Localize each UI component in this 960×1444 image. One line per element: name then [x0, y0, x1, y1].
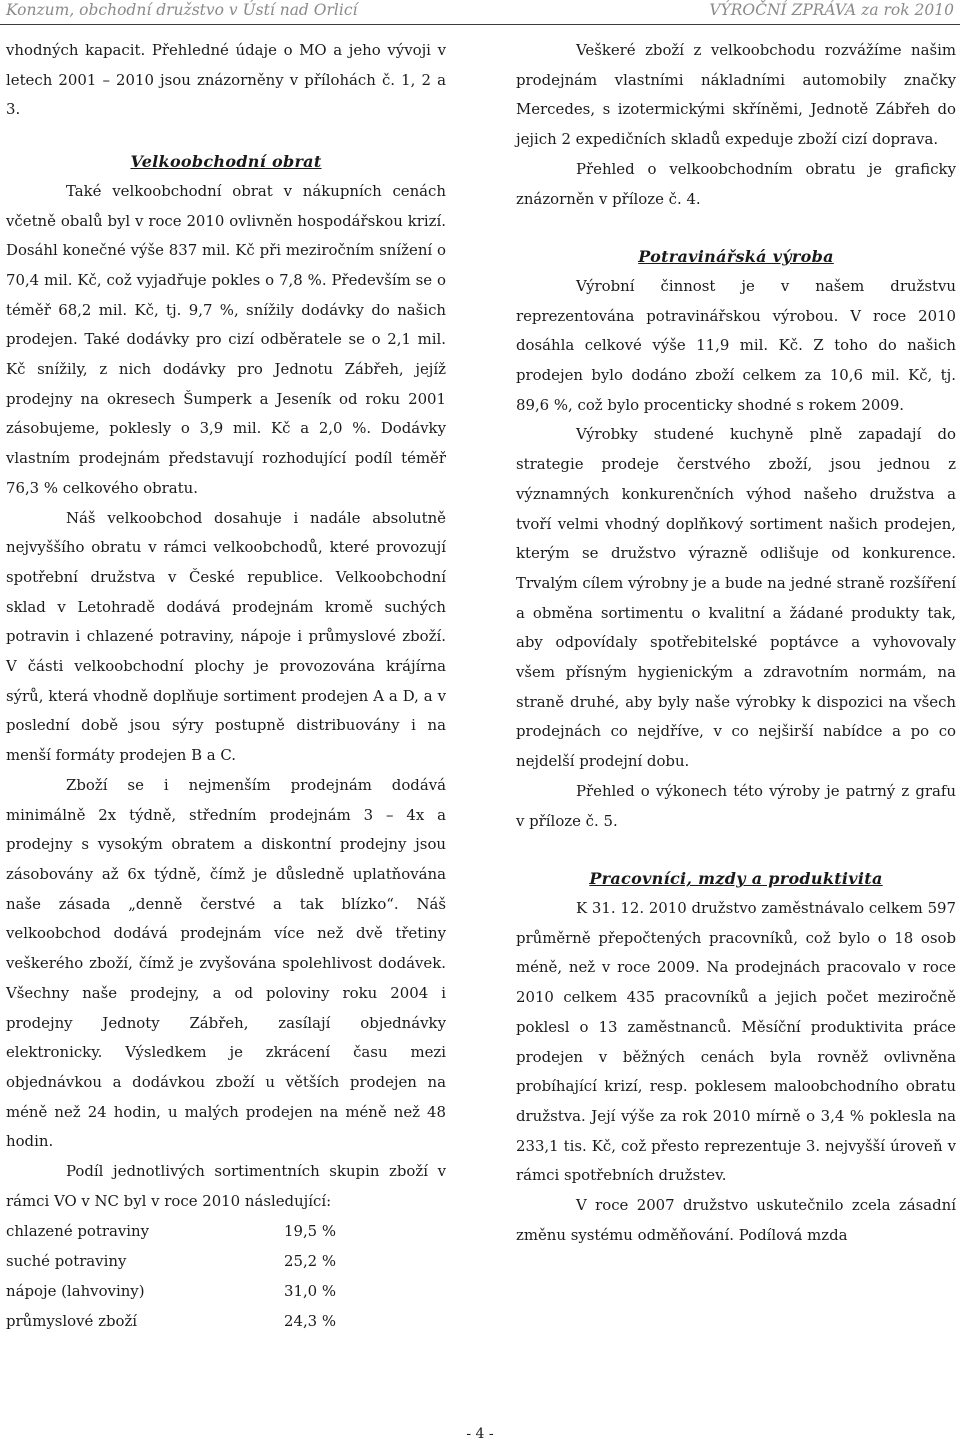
section-heading-staff-wages: Pracovníci, mzdy a produktivita [589, 869, 883, 889]
right-column [516, 36, 956, 1250]
assortment-value: 25,2 % [284, 1252, 337, 1271]
transport-paragraph: Veškeré zboží z velkoobchodu rozvážíme našim prodejnám vlastními nákladními automobily značky Mercedes, s izotermickými skříněmi, Jednotě Zábřeh do jejich 2 expedičních skladů expeduje zboží cizí doprava. [516, 41, 956, 149]
header-company-name: Konzum, obchodní družstvo v Ústí nad Orlicí [6, 1, 358, 19]
wholesale-paragraph-3: Zboží se i nejmenším prodejnám dodává minimálně 2x týdně, středním prodejnám 3 – 4x a prodejny s vysokým obratem a diskontní prodejny jsou zásobovány až 6x týdně, čímž je důsledně uplatňována naše zásada „denně čerstvé a tak blízko“. Náš velkoobchod dodává prodejnám více než dvě třetiny veškerého zboží, čímž je zvyšována spolehlivost dodávek. Všechny naše prodejny, a od poloviny roku 2004 i prodejny Jednoty Zábřeh, zasílají objednávky elektronicky. Výsledkem je zkrácení času mezi objednávkou a dodávkou zboží u větších prodejen na méně než 24 hodin, u malých prodejen na méně než 48 hodin. [6, 775, 446, 1151]
production-paragraph-1: Výrobní činnost je v našem družstvu reprezentována potravinářskou výrobou. V roce 2010 dosáhla celkové výše 11,9 mil. Kč. Z toho do našich prodejen bylo dodáno zboží celkem za 10,6 mil. Kč, tj. 89,6 %, což bylo procenticky shodné s rokem 2009. [516, 276, 956, 414]
assortment-name: průmyslové zboží [6, 1311, 138, 1330]
assortment-table [6, 1217, 336, 1336]
production-chart-reference: Přehled o výkonech této výroby je patrný z grafu v příloze č. 5. [516, 781, 956, 830]
section-heading-food-production: Potravinářská výroba [638, 247, 834, 267]
assortment-value: 31,0 % [284, 1281, 337, 1300]
table-row [6, 1277, 336, 1307]
intro-paragraph: vhodných kapacit. Přehledné údaje o MO a jeho vývoji v letech 2001 – 2010 jsou znázorněny v přílohách č. 1, 2 a 3. [6, 41, 446, 119]
staff-paragraph-1: K 31. 12. 2010 družstvo zaměstnávalo celkem 597 průměrně přepočtených pracovníků, což bylo o 18 osob méně, než v roce 2009. Na prodejnách pracovalo v roce 2010 celkem 435 pracovníků a jejich počet meziročně poklesl o 13 zaměstnanců. Měsíční produktivita práce prodejen v běžných cenách byla rovněž ovlivněna probíhající krizí, resp. poklesem maloobchodního obratu družstva. Její výše za rok 2010 mírně o 3,4 % poklesla na 233,1 tis. Kč, což přesto reprezentuje 3. nejvyšší úroveň v rámci spotřebních družstev. [516, 898, 956, 1185]
assortment-name: nápoje (lahvoviny) [6, 1281, 145, 1300]
assortment-name: suché potraviny [6, 1252, 127, 1271]
left-column [6, 36, 446, 1336]
page-number: - 4 - [466, 1426, 494, 1442]
table-row [6, 1247, 336, 1277]
staff-paragraph-2: V roce 2007 družstvo uskutečnilo zcela zásadní změnu systému odměňování. Podílová mzda [516, 1196, 956, 1244]
wholesale-paragraph-1: Také velkoobchodní obrat v nákupních cenách včetně obalů byl v roce 2010 ovlivněn hospodářskou krizí. Dosáhl konečné výše 837 mil. Kč při meziročním snížení o 70,4 mil. Kč, což vyjadřuje pokles o 7,8 %. Především se o téměř 68,2 mil. Kč, tj. 9,7 %, snížily dodávky do našich prodejen. Také dodávky pro cizí odběratele se o 2,1 mil. Kč snížily, z nich dodávky pro Jednotu Zábřeh, jejíž prodejny na okresech Šumperk a Jeseník od roku 2001 zásobujeme, poklesly o 3,9 mil. Kč a 2,0 %. Dodávky vlastním prodejnám představují rozhodující podíl téměř 76,3 % celkového obratu. [6, 181, 446, 497]
table-row [6, 1217, 336, 1247]
header-report-title: VÝROČNÍ ZPRÁVA za rok 2010 [709, 1, 954, 19]
production-paragraph-2: Výrobky studené kuchyně plně zapadají do strategie prodeje čerstvého zboží, jsou jednou z významných konkurenčních výhod našeho družstva a tvoří velmi vhodný doplňkový sortiment našich prodejen, kterým se družstvo výrazně odlišuje od konkurence. Trvalým cílem výrobny je a bude na jedné straně rozšíření a obměna sortimentu o kvalitní a žádané produkty tak, aby odpovídaly spotřebitelské poptávce a vyhovovaly všem přísným hygienickým a zdravotním normám, na straně druhé, aby byly naše výrobky k dispozici na všech prodejnách co nejdříve, v co nejširší nabídce a po co nejdelší prodejní dobu. [516, 425, 956, 771]
wholesale-paragraph-2: Náš velkoobchod dosahuje i nadále absolutně nejvyššího obratu v rámci velkoobchodů, které provozují spotřební družstva v České republice. Velkoobchodní sklad v Letohradě dodává prodejnám kromě suchých potravin i chlazené potraviny, nápoje i průmyslové zboží. V části velkoobchodní plochy je provozována krájírna sýrů, která vhodně doplňuje sortiment prodejen A a D, a v poslední době jsou sýry postupně distribuovány i na menší formáty prodejen B a C. [6, 508, 446, 765]
assortment-value: 24,3 % [284, 1311, 337, 1330]
assortment-value: 19,5 % [284, 1222, 337, 1241]
wholesale-paragraph-4: Podíl jednotlivých sortimentních skupin zboží v rámci VO v NC byl v roce 2010 následující: [6, 1162, 446, 1210]
table-row [6, 1307, 336, 1337]
page-header [0, 0, 960, 25]
assortment-name: chlazené potraviny [6, 1222, 150, 1241]
section-heading-wholesale: Velkoobchodní obrat [130, 152, 322, 172]
wholesale-chart-reference: Přehled o velkoobchodním obratu je graficky znázorněn v příloze č. 4. [516, 159, 956, 208]
